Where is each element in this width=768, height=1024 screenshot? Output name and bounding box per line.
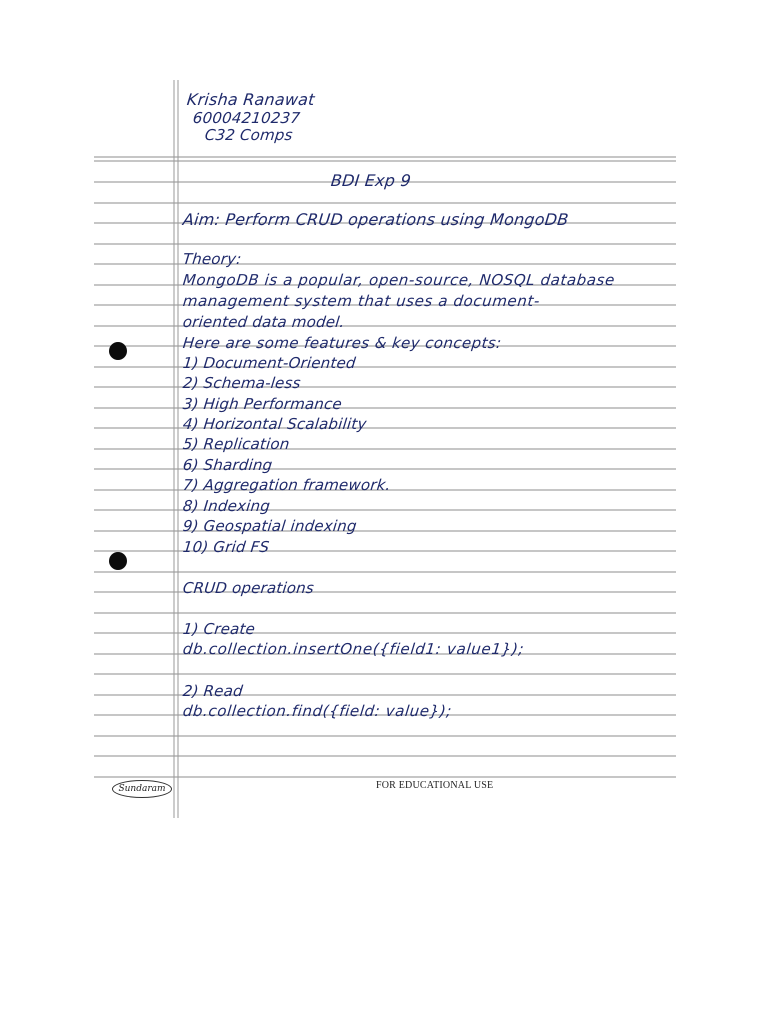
feature-item-7: 7) Aggregation framework. (182, 476, 392, 494)
feature-item-1: 1) Document-Oriented (182, 354, 357, 372)
crud-heading: CRUD operations (182, 579, 315, 597)
read-label: 2) Read (182, 682, 244, 700)
feature-item-5: 5) Replication (182, 435, 291, 453)
student-class: C32 Comps (204, 126, 294, 144)
ruled-lines (94, 157, 676, 777)
feature-item-6: 6) Sharding (182, 456, 274, 474)
create-label: 1) Create (182, 620, 257, 638)
punch-hole-bottom (109, 552, 127, 570)
theory-heading: Theory: (182, 250, 243, 268)
feature-item-9: 9) Geospatial indexing (182, 517, 358, 535)
theory-line-3: oriented data model. (182, 313, 346, 331)
feature-item-10: 10) Grid FS (182, 538, 271, 556)
theory-line-2: management system that uses a document- (182, 292, 541, 310)
aim-line: Aim: Perform CRUD operations using MongoDB (182, 210, 570, 229)
feature-item-4: 4) Horizontal Scalability (182, 415, 368, 433)
footer-note: FOR EDUCATIONAL USE (376, 780, 494, 791)
create-code: db.collection.insertOne({field1: value1}); (182, 640, 526, 658)
feature-item-3: 3) High Performance (182, 395, 343, 413)
punch-hole-top (109, 342, 127, 360)
page-title: BDI Exp 9 (330, 171, 412, 190)
student-name: Krisha Ranawat (186, 90, 316, 109)
read-code: db.collection.find({field: value}); (182, 702, 453, 720)
brand-logo: Sundaram (112, 780, 172, 798)
feature-item-8: 8) Indexing (182, 497, 272, 515)
feature-item-2: 2) Schema-less (182, 374, 302, 392)
theory-intro: Here are some features & key concepts: (182, 334, 503, 352)
theory-line-1: MongoDB is a popular, open-source, NOSQL database (182, 271, 616, 289)
student-id: 60004210237 (192, 109, 302, 127)
